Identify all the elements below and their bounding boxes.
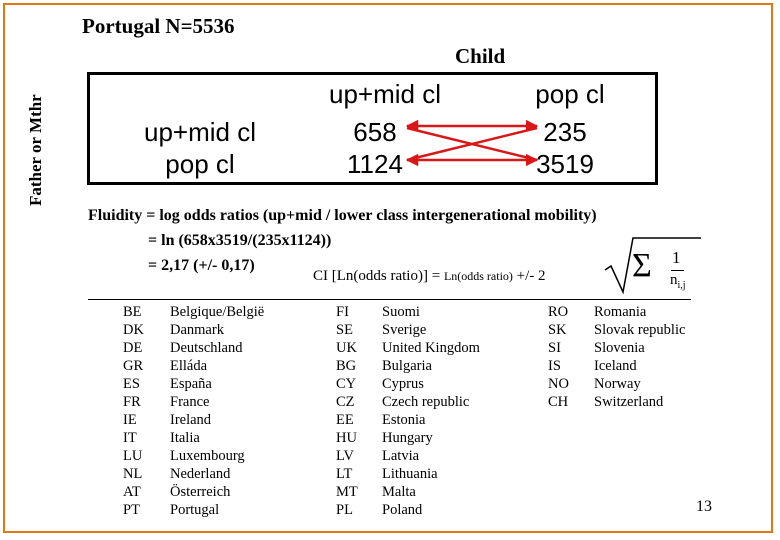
cell-pop-upmid: 1124 [347,149,403,179]
country-names-col2 [382,303,480,519]
country-code: CY [336,376,357,392]
country-name: Portugal [170,502,220,518]
country-code: HU [336,430,357,446]
ci-suffix: +/- 2 [512,268,546,284]
confidence-interval [313,268,546,285]
row-header-pop: pop cl [165,149,235,179]
country-codes-col2 [336,303,358,519]
fraction-denominator: $n_{i,j}$ [670,272,686,291]
row-header-upmid: up+mid cl [144,117,256,147]
country-name: Hungary [382,430,433,446]
cell-upmid-pop: 235 [543,117,587,147]
fluidity-ln-expression: = ln (658x3519/(235x1124)) [148,232,332,249]
country-code: AT [123,484,141,500]
country-name: Sverige [382,322,427,338]
sigma-symbol: Σ [632,247,652,284]
country-name: United Kingdom [382,340,480,356]
country-name: Cyprus [382,376,424,392]
country-name: Belgique/België [170,304,265,320]
country-name: Nederland [170,466,231,482]
country-name: Slovak republic [594,322,686,338]
country-code: ES [123,376,140,392]
country-name: Elláda [170,358,208,374]
page-number: 13 [696,498,712,515]
country-name: Lithuania [382,466,438,482]
country-code: EE [336,412,354,428]
country-names-col1 [170,303,264,519]
sqrt-radical [603,236,703,296]
country-name: Czech republic [382,394,470,410]
country-code: NO [548,376,569,392]
country-name: Poland [382,502,423,518]
ci-prefix: CI [Ln(odds ratio)] = [313,268,444,284]
country-code: SK [548,322,567,338]
country-code: GR [123,358,144,374]
country-code: DK [123,322,144,338]
country-code: IS [548,358,561,374]
country-code: FR [123,394,141,410]
country-code: DE [123,340,143,356]
col-header-pop: pop cl [535,79,605,109]
country-code: BG [336,358,357,374]
country-name: Iceland [594,358,637,374]
ci-mid: Ln(odds ratio) [443,269,513,283]
country-code: PT [123,502,140,518]
country-name: Norway [594,376,641,392]
country-name: Luxembourg [170,448,245,464]
country-code: NL [123,466,143,482]
country-name: Bulgaria [382,358,432,374]
cell-pop-pop: 3519 [536,149,594,179]
cell-upmid-upmid: 658 [353,117,397,147]
fraction-numerator: 1 [672,248,681,267]
country-code: IE [123,412,137,428]
country-name: Suomi [382,304,420,320]
country-name: Latvia [382,448,420,464]
country-code: FI [336,304,349,320]
country-code: SE [336,322,353,338]
country-name: Slovenia [594,340,645,356]
country-name: France [170,394,210,410]
country-name: Deutschland [170,340,243,356]
fraction-bar [671,270,684,271]
country-code: IT [123,430,137,446]
country-name: Danmark [170,322,224,338]
country-name: Italia [170,430,200,446]
country-name: Romania [594,304,647,320]
country-code: LU [123,448,143,464]
country-code: CZ [336,394,355,410]
country-name: Estonia [382,412,426,428]
fluidity-result: = 2,17 (+/- 0,17) [148,257,255,274]
col-header-upmid: up+mid cl [329,79,441,109]
country-code: BE [123,304,142,320]
country-code: LV [336,448,354,464]
country-code: CH [548,394,569,410]
country-name: Österreich [170,484,231,500]
country-code: RO [548,304,569,320]
country-code: PL [336,502,353,518]
slide-title: Portugal N=5536 [82,14,235,38]
country-code: SI [548,340,561,356]
country-names-col3 [594,303,685,411]
country-name: Switzerland [594,394,664,410]
child-label: Child [455,44,506,68]
cross-product-arrows [87,72,658,185]
country-code: LT [336,466,353,482]
country-name: Ireland [170,412,212,428]
divider-line [88,299,691,300]
country-codes-col3 [548,303,569,411]
country-code: UK [336,340,357,356]
fluidity-definition: Fluidity = log odds ratios (up+mid / lower class intergenerational mobility) [88,207,597,224]
country-name: España [170,376,212,392]
country-name: Malta [382,484,416,500]
country-code: MT [336,484,358,500]
side-label: Father or Mthr [26,94,45,206]
country-codes-col1 [123,303,144,519]
